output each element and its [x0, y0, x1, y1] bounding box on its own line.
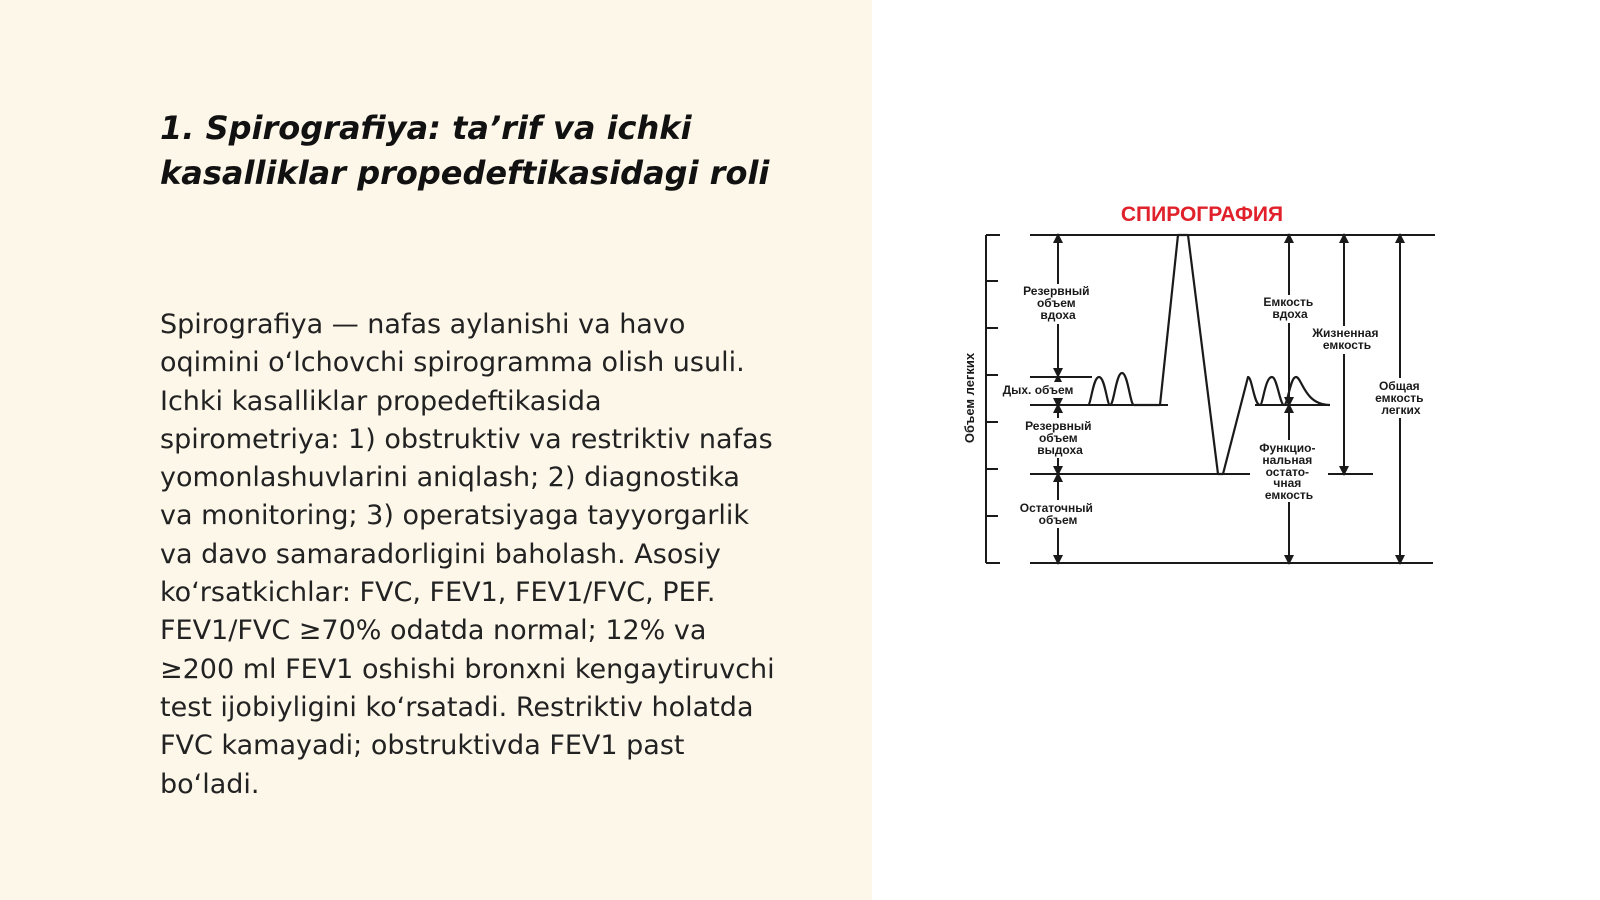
title-line: kasalliklar propedeftikasidagi roli — [160, 154, 770, 192]
erv-label-line: выдоха — [1037, 443, 1083, 457]
body-line: ≥200 ml FEV1 oshishi bronxni kengaytiruvchi — [160, 653, 775, 685]
body-line: FVC kamayadi; obstruktivda FEV1 past — [160, 730, 685, 762]
vc-label-line: емкость — [1322, 338, 1372, 352]
body-line: koʻrsatkichlar: FVC, FEV1, FEV1/FVC, PEF. — [160, 577, 716, 609]
diagram-title: СПИРОГРАФИЯ — [1120, 203, 1284, 226]
vc-label-line: Жизненная — [1312, 326, 1379, 340]
body-line: va davo samaradorligini baholash. Asosiy — [160, 538, 721, 570]
rv-label-line: Остаточный — [1019, 501, 1093, 515]
tlc-label — [1375, 379, 1427, 417]
erv-label-line: Резервный — [1025, 419, 1092, 433]
tv-label: Дых. объем — [1002, 383, 1074, 397]
body-line: yomonlashuvlarini aniqlash; 2) diagnostika — [160, 462, 740, 494]
body-line: FEV1/FVC ≥70% odatda normal; 12% va — [160, 615, 707, 647]
tlc-label-line: легких — [1381, 403, 1421, 417]
irv-label-line: объем — [1036, 296, 1076, 310]
tlc-label-line: емкость — [1375, 391, 1424, 405]
slide-title — [160, 106, 840, 196]
body-line: spirometriya: 1) obstruktiv va restriktiv nafas — [160, 423, 773, 455]
body-line: Spirografiya — nafas aylanishi va havo — [160, 309, 686, 340]
body-line: test ijobiyligini koʻrsatadi. Restriktiv holatda — [160, 691, 754, 723]
ic-label-line: вдоха — [1272, 307, 1308, 321]
frc-label-line: остато- — [1265, 465, 1310, 479]
body-line: va monitoring; 3) operatsiyaga tayyorgarlik — [160, 500, 749, 532]
frc-label-line: чная — [1273, 476, 1302, 490]
body-line: boʻladi. — [160, 768, 260, 800]
y-axis — [986, 235, 1000, 563]
frc-label-line: емкость — [1264, 488, 1314, 502]
frc-label — [1259, 441, 1319, 502]
frc-label-line: Функцио- — [1259, 441, 1316, 455]
irv-label-line: Резервный — [1023, 284, 1090, 298]
frc-label-line: нальная — [1262, 453, 1313, 467]
tlc-label-line: Общая — [1378, 379, 1420, 393]
spirogram-trace — [1088, 235, 1330, 474]
body-line: Ichki kasalliklar propedeftikasida — [160, 385, 602, 417]
spirography-diagram — [940, 195, 1440, 575]
title-line: 1. Spirografiya: ta’rif va ichki — [160, 109, 692, 147]
ic-label-line: Емкость — [1263, 295, 1314, 309]
irv-label-line: вдоха — [1040, 308, 1076, 322]
y-axis-label: Объем легких — [962, 352, 977, 444]
erv-label-line: объем — [1038, 431, 1078, 445]
rv-label-line: объем — [1038, 513, 1078, 527]
body-line: oqimini oʻlchovchi spirogramma olish usuli. — [160, 347, 745, 379]
body-paragraph — [160, 306, 860, 804]
